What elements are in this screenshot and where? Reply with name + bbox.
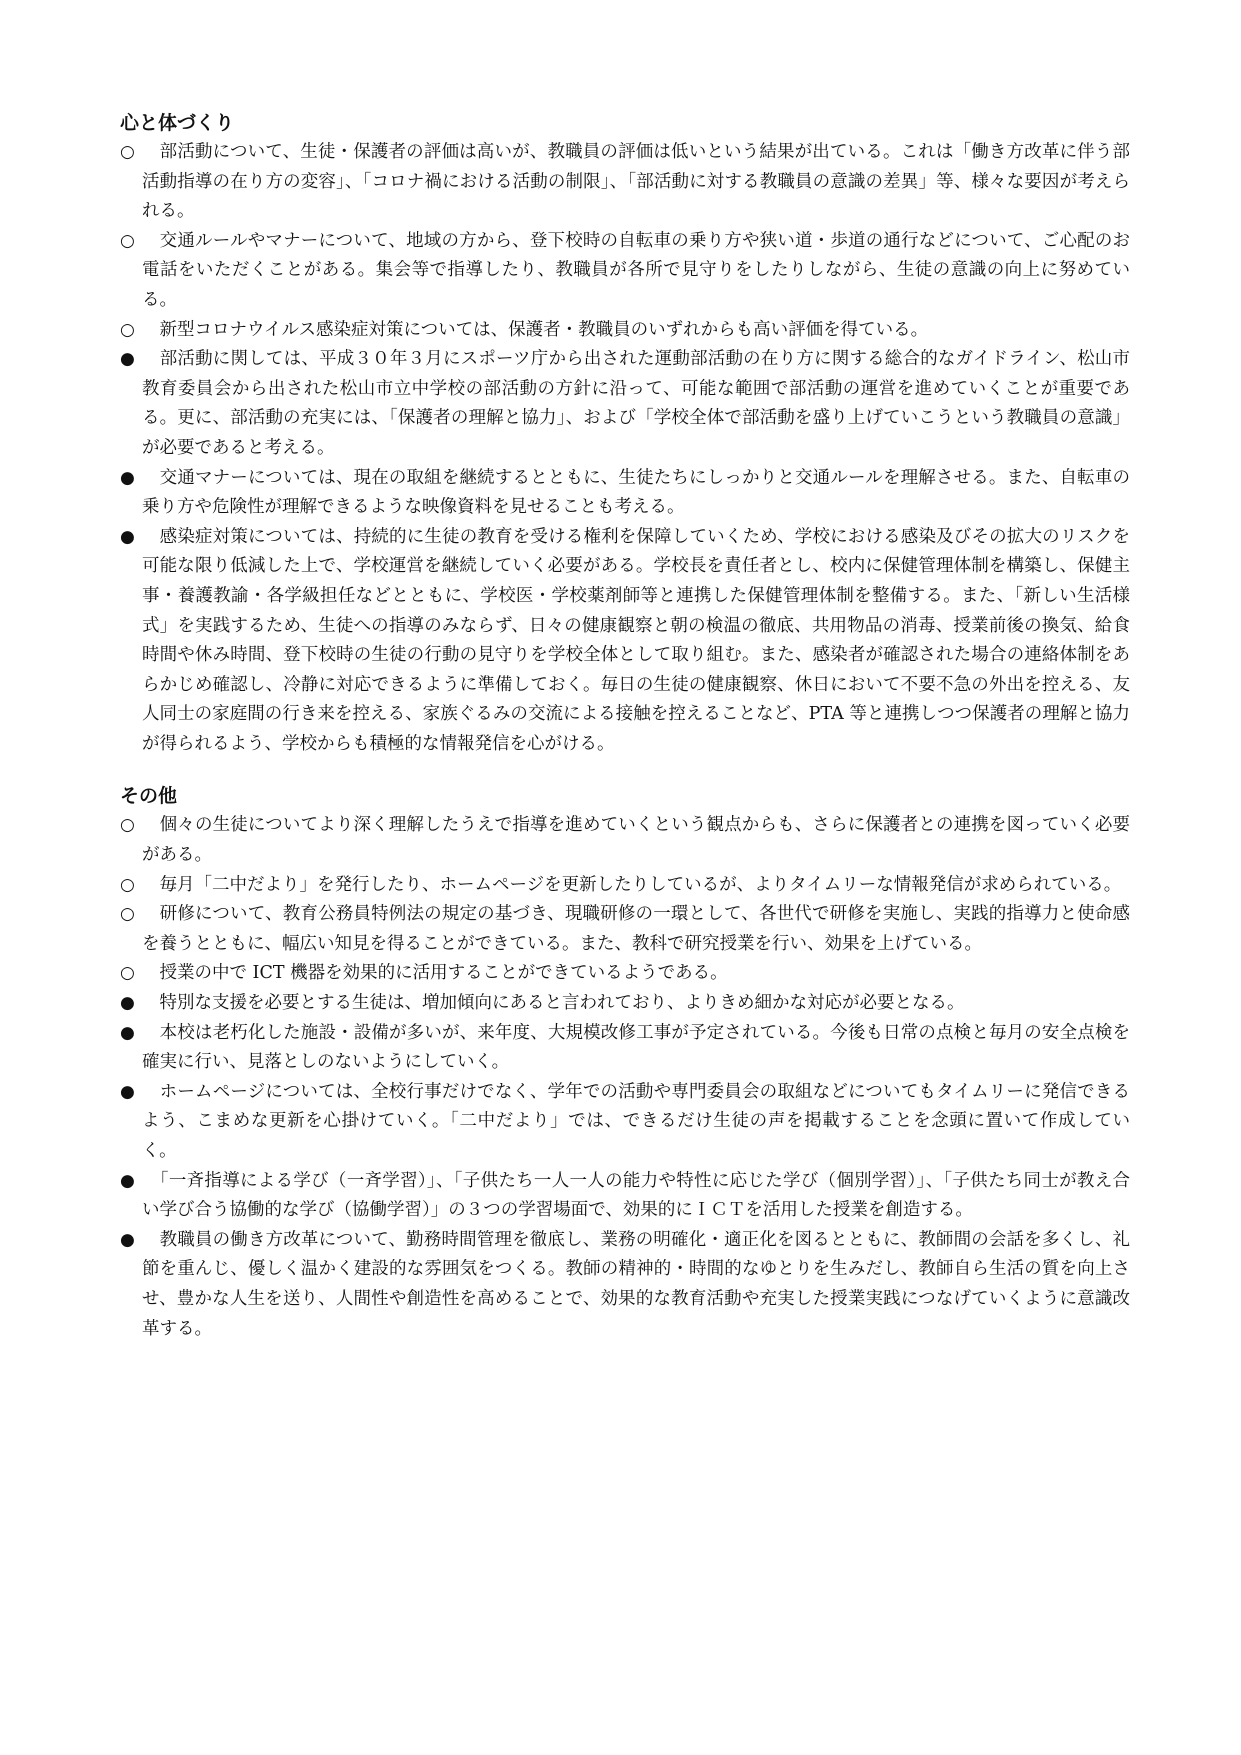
item-text: 感染症対策については、持続的に生徒の教育を受ける権利を保障していくため、学校における感染及びその拡大のリスクを可能な限り低減した上で、学校運営を継続していく必要がある。学校長を責任者とし、校内に保健管理体制を構築し、保健主事・養護教諭・各学級担任などとともに、学校医・学校薬剤師等と連携した保健管理体制を整備する。また、「新しい生活様式」を実践するため、生徒への指導のみならず、日々の健康観察と朝の検温の徹底、共用物品の消毒、授業前後の換気、給食時間や休み時間、登下校時の生徒の行動の見守りを学校全体として取り組む。また、感染者が確認された場合の連絡体制をあらかじめ確認し、冷静に対応できるように準備しておく。毎日の生徒の健康観察、休日において不要不急の外出を控える、友人同士の家庭間の行き来を控える、家族ぐるみの交流による接触を控えることなど、PTA 等と連携しつつ保護者の理解と協力が得られるよう、学校からも積極的な情報発信を心がける。 [142, 526, 1130, 754]
item-text: 個々の生徒についてより深く理解したうえで指導を進めていくという観点からも、さらに保護者との連携を図っていく必要がある。 [142, 815, 1130, 866]
filled-circle-bullet-icon: ● [120, 1022, 135, 1043]
open-circle-bullet-icon: ○ [120, 963, 135, 984]
item-text: 交通マナーについては、現在の取組を継続するとともに、生徒たちにしっかりと交通ルールを理解させる。また、自転車の乗り方や危険性が理解できるような映像資料を見せることも考える。 [142, 467, 1130, 518]
filled-circle-bullet-icon: ● [120, 1081, 135, 1102]
list-item [120, 316, 1130, 346]
filled-circle-bullet-icon: ● [120, 467, 135, 488]
list-item [120, 1167, 1130, 1226]
item-text: 授業の中で ICT 機器を効果的に活用することができているようである。 [142, 963, 728, 984]
section-heading: その他 [120, 785, 178, 808]
item-text: 特別な支援を必要とする生徒は、増加傾向にあると言われており、よりきめ細かな対応が必要となる。 [142, 993, 965, 1014]
open-circle-bullet-icon: ○ [120, 874, 135, 895]
section-mind-body [120, 108, 1130, 759]
open-circle-bullet-icon: ○ [120, 904, 135, 925]
list-item [120, 1019, 1130, 1078]
section-heading: 心と体づくり [120, 112, 235, 134]
item-text: 部活動に関しては、平成３０年３月にスポーツ庁から出された運動部活動の在り方に関する総合的なガイドライン、松山市教育委員会から出された松山市立中学校の部活動の方針に沿って、可能な範囲で部活動の運営を進めていくことが重要である。更に、部活動の充実には、「保護者の理解と協力」、および「学校全体で部活動を盛り上げていこうという教職員の意識」が必要であると考える。 [142, 349, 1130, 458]
list-item [120, 871, 1130, 901]
list-item [120, 464, 1130, 523]
list-item [120, 959, 1130, 989]
item-text: 交通ルールやマナーについて、地域の方から、登下校時の自転車の乗り方や狭い道・歩道の通行などについて、ご心配のお電話をいただくことがある。集会等で指導したり、教職員が各所で見守りをしたりしながら、生徒の意識の向上に努めている。 [142, 230, 1130, 310]
document-page [120, 108, 1130, 1366]
open-circle-bullet-icon: ○ [120, 230, 135, 251]
list-item [120, 523, 1130, 760]
list-item [120, 811, 1130, 870]
filled-circle-bullet-icon: ● [120, 1170, 135, 1191]
list-item [120, 138, 1130, 227]
list-item [120, 900, 1130, 959]
item-text: 部活動について、生徒・保護者の評価は高いが、教職員の評価は低いという結果が出ている。これは「働き方改革に伴う部活動指導の在り方の変容」、「コロナ禍における活動の制限」、「部活動に対する教職員の意識の差異」等、様々な要因が考えられる。 [142, 142, 1130, 222]
item-text: 本校は老朽化した施設・設備が多いが、来年度、大規模改修工事が予定されている。今後も日常の点検と毎月の安全点検を確実に行い、見落としのないようにしていく。 [142, 1022, 1130, 1073]
list-item [120, 1078, 1130, 1167]
filled-circle-bullet-icon: ● [120, 1229, 135, 1250]
item-text: 教職員の働き方改革について、勤務時間管理を徹底し、業務の明確化・適正化を図るとともに、教師間の会話を多くし、礼節を重んじ、優しく温かく建設的な雰囲気をつくる。教師の精神的・時間的なゆとりを生みだし、教師自ら生活の質を向上させ、豊かな人生を送り、人間性や創造性を高めることで、効果的な教育活動や充実した授業実践につなげていくように意識改革する。 [142, 1229, 1130, 1339]
item-text: 新型コロナウイルス感染症対策については、保護者・教職員のいずれからも高い評価を得ている。 [142, 319, 929, 340]
item-text: 「一斉指導による学び（一斉学習）」、「子供たち一人一人の能力や特性に応じた学び（個別学習）」、「子供たち同士が教え合い学び合う協働的な学び（協働学習）」の３つの学習場面で、効果的にＩＣＴを活用した授業を創造する。 [142, 1170, 1130, 1221]
section-other [120, 781, 1130, 1344]
list-item [120, 989, 1130, 1019]
filled-circle-bullet-icon: ● [120, 526, 135, 547]
item-text: 研修について、教育公務員特例法の規定の基づき、現職研修の一環として、各世代で研修を実施し、実践的指導力と使命感を養うとともに、幅広い知見を得ることができている。また、教科で研究授業を行い、効果を上げている。 [142, 904, 1130, 954]
list-item [120, 345, 1130, 463]
open-circle-bullet-icon: ○ [120, 815, 135, 836]
open-circle-bullet-icon: ○ [120, 319, 135, 340]
list-item [120, 227, 1130, 316]
item-text: 毎月「二中だより」を発行したり、ホームページを更新したりしているが、よりタイムリーな情報発信が求められている。 [142, 874, 1122, 895]
list-item [120, 1226, 1130, 1344]
open-circle-bullet-icon: ○ [120, 142, 135, 162]
item-text: ホームページについては、全校行事だけでなく、学年での活動や専門委員会の取組などについてもタイムリーに発信できるよう、こまめな更新を心掛けていく。「二中だより」では、できるだけ生徒の声を掲載することを念頭に置いて作成していく。 [142, 1081, 1130, 1161]
filled-circle-bullet-icon: ● [120, 993, 135, 1014]
filled-circle-bullet-icon: ● [120, 349, 135, 370]
